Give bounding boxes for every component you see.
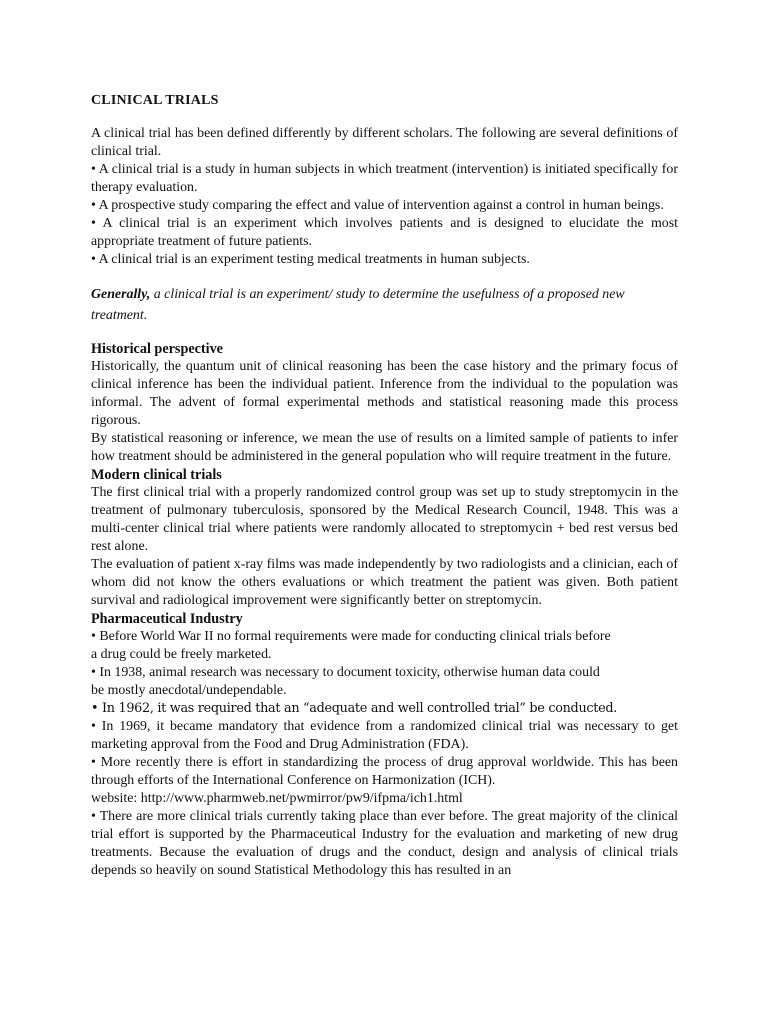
heading-modern-clinical-trials: Modern clinical trials [91,467,222,483]
definition-item-2: • A prospective study comparing the effect and value of intervention against a control in human beings. [91,198,664,213]
pharma-bullet-2-line-2: be mostly anecdotal/undependable. [91,683,287,698]
pharma-bullet-1-line-1: • Before World War II no formal requirements were made for conducting clinical trials before [91,629,611,644]
document-body [91,92,678,880]
pharma-bullet-1 [91,628,678,664]
generally-lead: Generally, [91,287,151,302]
pharma-bullet-1-line-2: a drug could be freely marketed. [91,647,272,662]
modern-paragraph-1: The first clinical trial with a properly randomized control group was set up to study streptomycin in the treatment of pulmonary tuberculosis, sponsored by the Medical Research Council, 1948. This was a multi-center clinical trial where patients were randomly allocated to streptomycin + bed rest versus bed rest alone. [91,485,678,554]
historical-paragraph-2: By statistical reasoning or inference, we mean the use of results on a limited sample of patients to infer how treatment should be administered in the general population who will require treatment in the future. [91,431,678,464]
intro-paragraph: A clinical trial has been defined differently by different scholars. The following are several definitions of clinical trial. [91,126,678,159]
pharma-bullet-2-line-1: • In 1938, animal research was necessary to document toxicity, otherwise human data could [91,665,600,680]
ich-website-line: website: http://www.pharmweb.net/pwmirror/pw9/ifpma/ich1.html [91,791,463,806]
pharma-bullet-6: • There are more clinical trials currently taking place than ever before. The great majority of the clinical trial effort is supported by the Pharmaceutical Industry for the evaluation and marketing of new drug treatments. Because the evaluation of drugs and the conduct, design and analysis of clinical trials depends so heavily on sound Statistical Methodology this has resulted in an [91,809,678,878]
generally-statement [91,284,678,326]
generally-text: a clinical trial is an experiment/ study to determine the usefulness of a proposed new treatment. [91,287,625,323]
modern-paragraph-2: The evaluation of patient x-ray films was made independently by two radiologists and a clinician, each of whom did not know the others evaluations or which treatment the patient was given. Both patient survival and radiological improvement were significantly better on streptomycin. [91,557,678,608]
definition-item-1: • A clinical trial is a study in human subjects in which treatment (intervention) is initiated specifically for therapy evaluation. [91,162,678,195]
pharma-bullet-4: • In 1969, it became mandatory that evidence from a randomized clinical trial was necessary to get marketing approval from the Food and Drug Administration (FDA). [91,719,678,752]
pharma-bullet-5: • More recently there is effort in standardizing the process of drug approval worldwide. This has been through efforts of the International Conference on Harmonization (ICH). [91,755,678,788]
heading-historical-perspective: Historical perspective [91,341,223,357]
pharma-bullet-3: • In 1962, it was required that an “adequate and well controlled trial” be conducted. [91,701,618,716]
document-title: CLINICAL TRIALS [91,93,219,108]
pharma-bullet-2 [91,664,678,700]
historical-paragraph-1: Historically, the quantum unit of clinical reasoning has been the case history and the primary focus of clinical inference has been the individual patient. Inference from the individual to the population was informal. The advent of formal experimental methods and statistical reasoning made this process rigorous. [91,359,678,428]
definition-item-4: • A clinical trial is an experiment testing medical treatments in human subjects. [91,252,530,267]
definition-item-3: • A clinical trial is an experiment which involves patients and is designed to elucidate the most appropriate treatment of future patients. [91,216,678,249]
heading-pharmaceutical-industry: Pharmaceutical Industry [91,611,243,627]
